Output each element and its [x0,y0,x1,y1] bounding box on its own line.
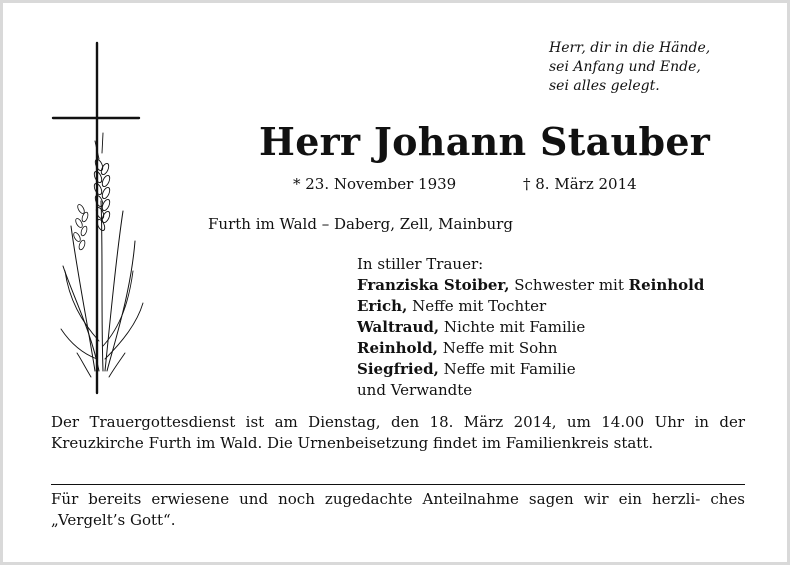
divider [51,484,745,485]
mourners-list [357,254,704,401]
bible-verse-motto [549,39,710,96]
mourner-relation: Neffe mit Tochter [407,297,547,315]
mourner-relation: Schwester mit [509,276,629,294]
mourner-name: Waltraud, [357,318,440,336]
mourner-relation: Neffe mit Sohn [437,339,558,357]
mourner-relation: Neffe mit Familie [438,360,576,378]
mourner-name: Reinhold, [357,339,438,357]
mourner-relation: Nichte mit Familie [439,318,586,336]
mourner-entry [357,359,704,380]
motto-line-3: sei alles gelegt. [549,78,660,94]
deceased-name: Herr Johann Stauber [259,119,711,164]
thanks-notice: Für bereits erwiesene und noch zugedachte Anteilnahme sagen wir ein herzli- ches „Vergelt’s Gott“. [51,490,745,529]
mourner-entry [357,338,704,359]
motto-line-2: sei Anfang und Ende, [549,59,701,75]
mourner-name: Franziska Stoiber, [357,276,510,294]
mourner-name: Erich, [357,297,408,315]
mourner-entry [357,275,704,296]
death-date: † 8. März 2014 [523,175,637,193]
mourner-name: Siegfried, [357,360,439,378]
mourning-intro: In stiller Trauer: [357,255,484,273]
mourner-entry [357,296,704,317]
cross-with-wheat-icon [51,41,151,401]
mourner-entry [357,317,704,338]
birth-date: * 23. November 1939 [293,175,457,193]
mourning-closing: und Verwandte [357,381,473,399]
places-of-residence: Furth im Wald – Daberg, Zell, Mainburg [208,215,513,233]
mourner-companion: Reinhold [628,276,705,294]
funeral-service-notice: Der Trauergottesdienst ist am Dienstag, den 18. März 2014, um 14.00 Uhr in der Kreuzkirche Furth im Wald. Die Urnenbeisetzung findet im Familienkreis statt. [51,413,745,452]
motto-line-1: Herr, dir in die Hände, [549,40,711,56]
